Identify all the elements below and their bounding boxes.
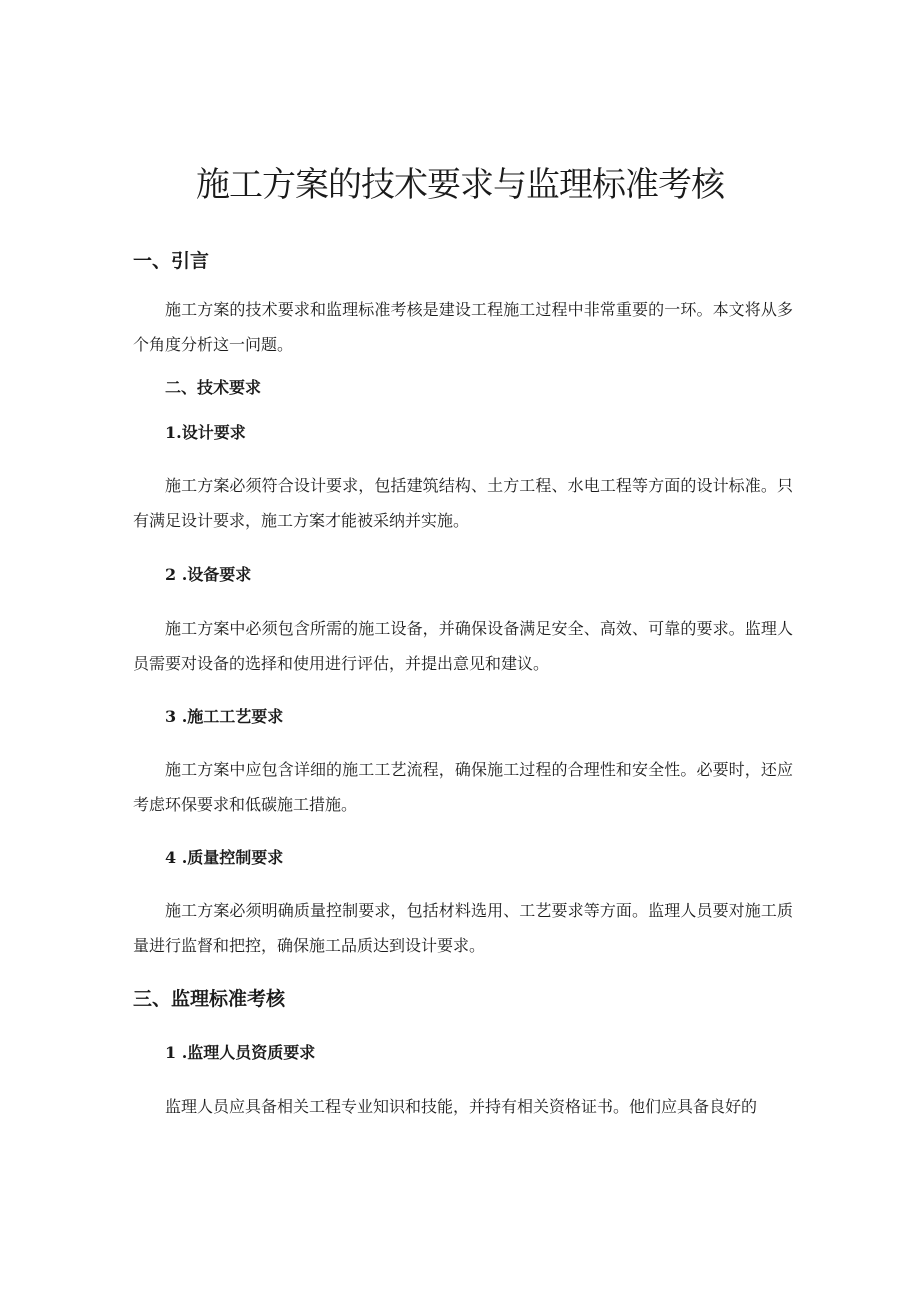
section-heading-introduction: 一、引言 [133,250,210,272]
paragraph-qualification: 监理人员应具备相关工程专业知识和技能，并持有相关资格证书。他们应具备良好的 [165,1097,758,1116]
paragraph-process: 施工方案中应包含详细的施工工艺流程，确保施工过程的合理性和安全性。必要时，还应考虑环保要求和低碳施工措施。 [133,760,793,814]
subsection-title-equipment: 2 .设备要求 [165,565,252,584]
paragraph-equipment: 施工方案中必须包含所需的施工设备，并确保设备满足安全、高效、可靠的要求。监理人员需要对设备的选择和使用进行评估，并提出意见和建议。 [133,619,793,673]
paragraph-quality: 施工方案必须明确质量控制要求，包括材料选用、工艺要求等方面。监理人员要对施工质量进行监督和把控，确保施工品质达到设计要求。 [133,901,793,955]
subsection-title-process: 3 .施工工艺要求 [165,707,284,726]
section-heading-supervision: 三、监理标准考核 [133,988,286,1010]
subsection-title-design: 1.设计要求 [165,423,246,442]
subsection-title-quality: 4 .质量控制要求 [165,848,284,867]
document-title: 施工方案的技术要求与监理标准考核 [196,165,724,205]
paragraph-design: 施工方案必须符合设计要求，包括建筑结构、土方工程、水电工程等方面的设计标准。只有满足设计要求，施工方案才能被采纳并实施。 [133,476,793,530]
introduction-paragraph: 施工方案的技术要求和监理标准考核是建设工程施工过程中非常重要的一环。本文将从多个角度分析这一问题。 [133,300,793,354]
subsection-title-qualification: 1 .监理人员资质要求 [165,1043,316,1062]
section-heading-technical-requirements: 二、技术要求 [165,378,262,397]
